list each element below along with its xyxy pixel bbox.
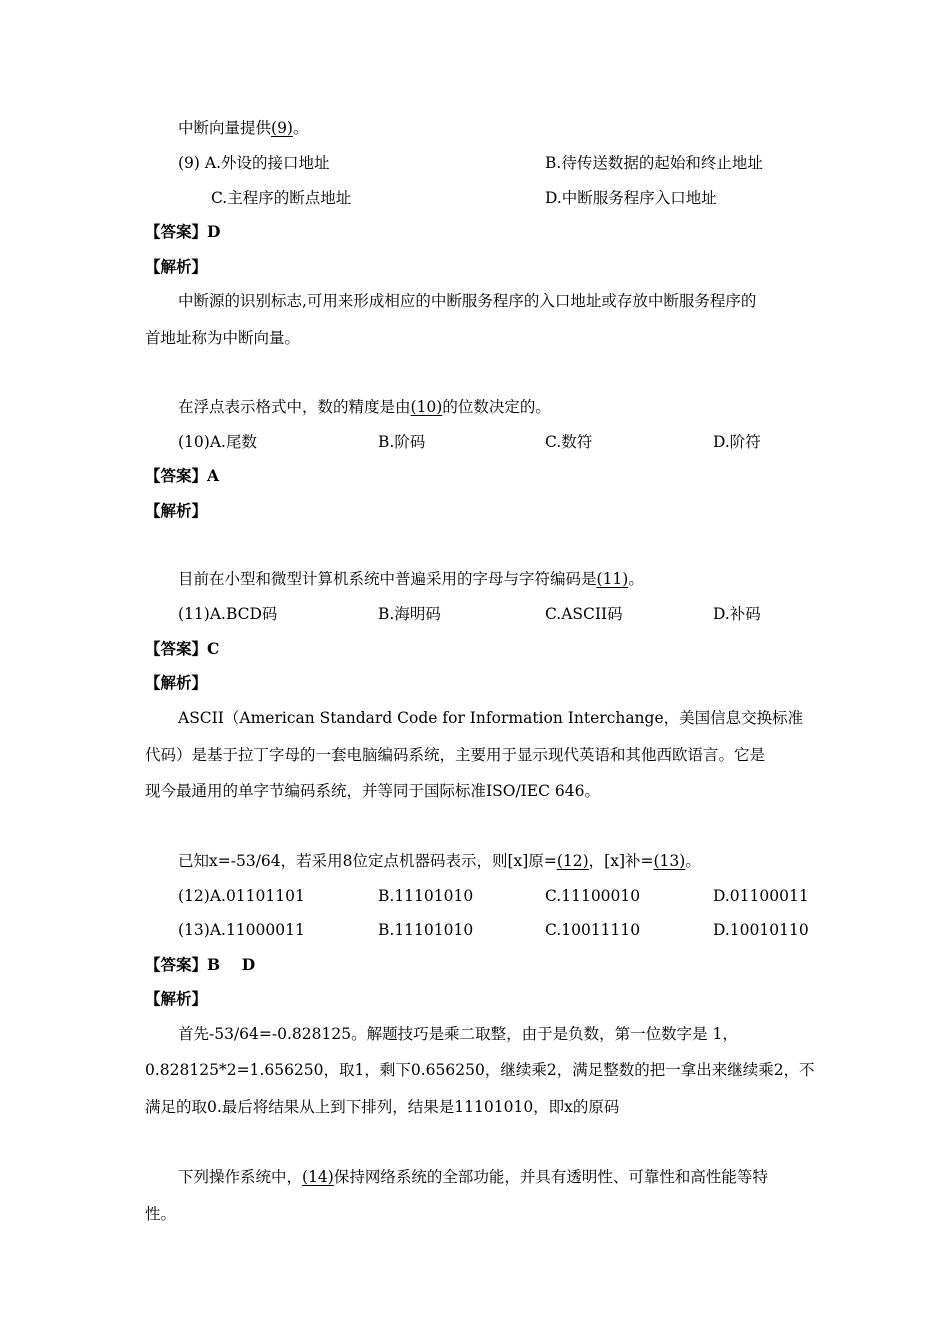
analysis-11-line-1: ASCII（American Standard Code for Information Interchange，美国信息交换标准 bbox=[178, 709, 804, 727]
stem-text: 已知x=-53/64，若采用8位定点机器码表示，则[x]原= bbox=[178, 852, 557, 870]
analysis-tag-12: 【解析】 bbox=[145, 989, 208, 1008]
analysis-12-line-1: 首先-53/64=-0.828125。解题技巧是乘二取整，由于是负数，第一位数字是 1， bbox=[178, 1025, 738, 1043]
answer-tag: 【答案】 bbox=[145, 955, 208, 974]
option-11a: (11)A.BCD码 bbox=[178, 605, 278, 623]
stem-text: 目前在小型和微型计算机系统中普遍采用的字母与字符编码是 bbox=[178, 570, 597, 588]
answer-value: C bbox=[207, 639, 220, 658]
stem-text: 。 bbox=[628, 570, 644, 588]
option-13a: (13)A.11000011 bbox=[178, 921, 305, 939]
option-9c: C.主程序的断点地址 bbox=[211, 189, 352, 207]
option-12a: (12)A.01101101 bbox=[178, 887, 305, 905]
stem-text: 。 bbox=[292, 119, 309, 137]
stem-text: 在浮点表示格式中，数的精度是由 bbox=[178, 398, 411, 416]
question-14-stem bbox=[178, 1166, 768, 1188]
option-10c: C.数符 bbox=[545, 433, 593, 451]
question-14-stem-cont: 性。 bbox=[145, 1205, 177, 1223]
option-10b: B.阶码 bbox=[378, 433, 426, 451]
blank-11: (11) bbox=[596, 570, 629, 588]
option-10a: (10)A.尾数 bbox=[178, 433, 257, 451]
option-9d: D.中断服务程序入口地址 bbox=[545, 189, 717, 207]
stem-text: 中断向量提供 bbox=[178, 119, 272, 137]
answer-10 bbox=[145, 465, 219, 487]
stem-text: ，[x]补= bbox=[588, 852, 654, 870]
option-13c: C.10011110 bbox=[545, 921, 641, 939]
option-9b: B.待传送数据的起始和终止地址 bbox=[545, 154, 763, 172]
option-9a: (9) A.外设的接口地址 bbox=[178, 154, 330, 172]
blank-14: (14) bbox=[302, 1168, 334, 1186]
answer-9 bbox=[145, 221, 220, 243]
question-12-stem bbox=[178, 850, 701, 872]
option-12c: C.11100010 bbox=[545, 887, 641, 905]
question-11-stem bbox=[178, 568, 644, 590]
answer-value: D bbox=[207, 222, 221, 241]
analysis-12-line-2: 0.828125*2=1.656250，取1，剩下0.656250，继续乘2，满足整数的把一拿出来继续乘2，不 bbox=[145, 1061, 815, 1079]
stem-text: 。 bbox=[685, 852, 701, 870]
blank-10: (10) bbox=[410, 398, 443, 416]
analysis-tag-11: 【解析】 bbox=[145, 673, 208, 692]
answer-tag: 【答案】 bbox=[145, 639, 208, 658]
analysis-11-line-3: 现今最通用的单字节编码系统，并等同于国际标准ISO/IEC 646。 bbox=[145, 782, 600, 800]
analysis-12-line-3: 满足的取0.最后将结果从上到下排列，结果是11101010，即x的原码 bbox=[145, 1098, 620, 1116]
option-11c: C.ASCII码 bbox=[545, 605, 623, 623]
answer-value: B D bbox=[207, 955, 256, 974]
answer-11 bbox=[145, 638, 219, 660]
blank-13: (13) bbox=[653, 852, 686, 870]
option-12d: D.01100011 bbox=[713, 887, 809, 905]
option-13d: D.10010110 bbox=[713, 921, 809, 939]
analysis-tag-9: 【解析】 bbox=[145, 257, 208, 276]
answer-tag: 【答案】 bbox=[145, 222, 208, 241]
answer-tag: 【答案】 bbox=[145, 466, 208, 485]
option-11b: B.海明码 bbox=[378, 605, 441, 623]
stem-text: 下列操作系统中， bbox=[178, 1168, 303, 1186]
analysis-9-line-2: 首地址称为中断向量。 bbox=[145, 329, 301, 347]
answer-12 bbox=[145, 954, 255, 976]
option-13b: B.11101010 bbox=[378, 921, 474, 939]
option-10d: D.阶符 bbox=[713, 433, 761, 451]
question-10-stem bbox=[178, 396, 551, 418]
option-12b: B.11101010 bbox=[378, 887, 474, 905]
blank-9: (9) bbox=[271, 119, 293, 137]
blank-12: (12) bbox=[556, 852, 589, 870]
stem-text: 保持网络系统的全部功能，并具有透明性、可靠性和高性能等特 bbox=[333, 1168, 768, 1186]
analysis-tag-10: 【解析】 bbox=[145, 501, 208, 520]
answer-value: A bbox=[207, 466, 220, 485]
stem-text: 的位数决定的。 bbox=[442, 398, 551, 416]
analysis-11-line-2: 代码）是基于拉丁字母的一套电脑编码系统，主要用于显示现代英语和其他西欧语言。它是 bbox=[145, 746, 766, 764]
analysis-9-line-1: 中断源的识别标志,可用来形成相应的中断服务程序的入口地址或存放中断服务程序的 bbox=[178, 292, 757, 310]
option-11d: D.补码 bbox=[713, 605, 761, 623]
question-9-stem bbox=[178, 117, 309, 139]
